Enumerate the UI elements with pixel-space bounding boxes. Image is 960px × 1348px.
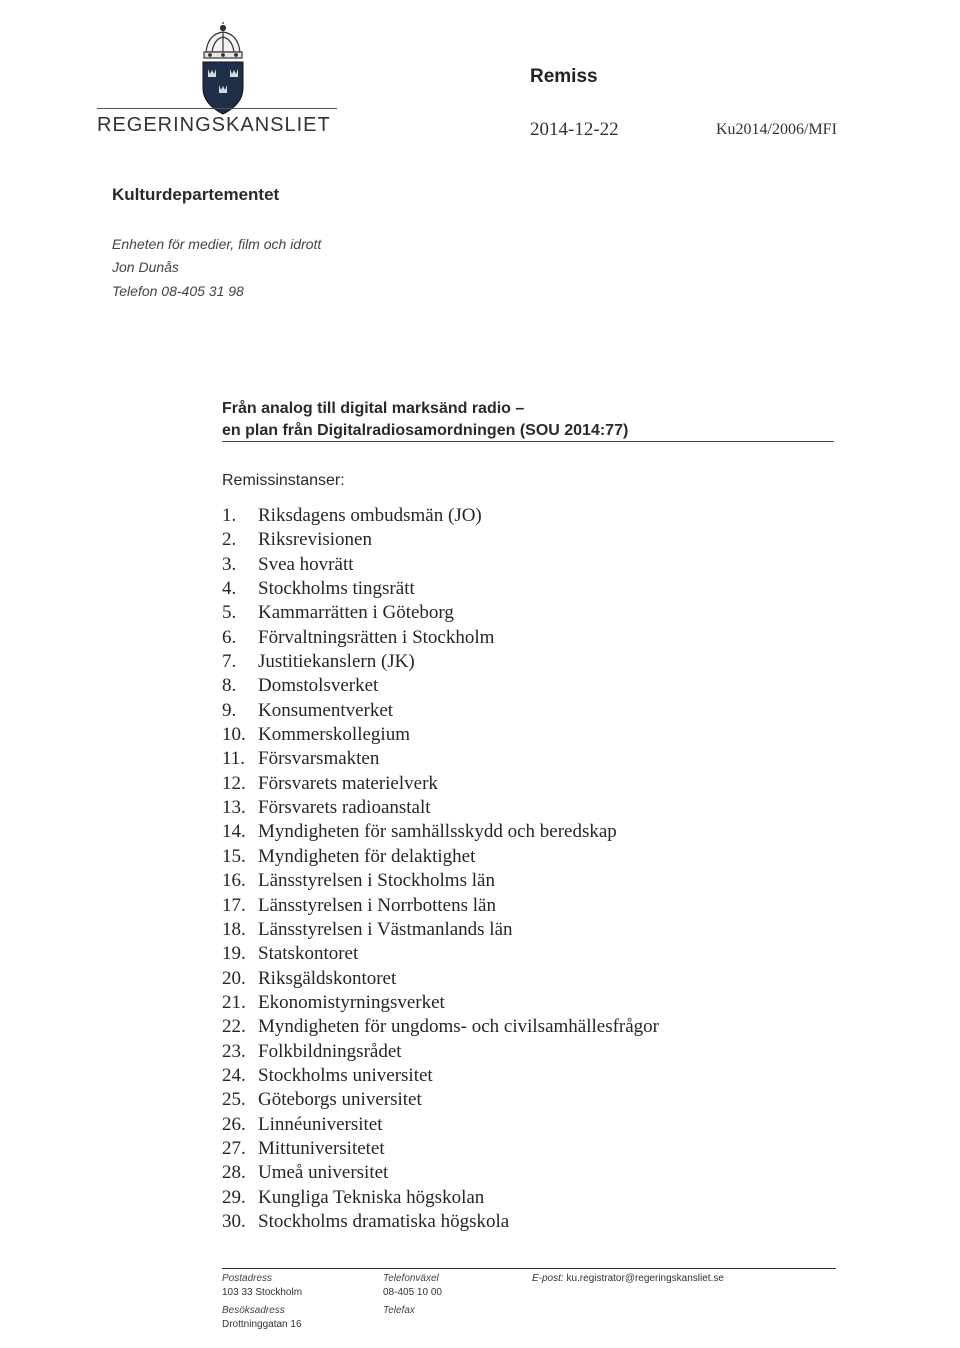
recipient-number: 15. [222, 845, 246, 867]
recipient-name: Riksdagens ombudsmän (JO) [258, 505, 482, 526]
recipient-item [222, 820, 659, 844]
subject-line-2: en plan från Digitalradiosamordningen (SOU 2014:77) [222, 422, 629, 439]
postadress-value: 103 33 Stockholm [222, 1287, 303, 1298]
recipients-list [222, 504, 659, 1234]
recipient-number: 4. [222, 578, 237, 600]
recipient-item [222, 674, 659, 698]
recipient-number: 30. [222, 1210, 246, 1232]
recipient-item [222, 1015, 659, 1039]
telefonvaxel-value: 08-405 10 00 [383, 1287, 442, 1298]
recipient-number: 7. [222, 651, 237, 673]
recipient-number: 10. [222, 724, 246, 746]
telefax-label: Telefax [383, 1305, 415, 1316]
recipient-name: Försvarets materielverk [258, 772, 438, 794]
recipient-number: 11. [222, 748, 246, 770]
subject-rule [222, 441, 834, 442]
recipient-name: Justitiekanslern (JK) [258, 651, 415, 673]
recipient-item [222, 553, 659, 577]
subject-line-1: Från analog till digital marksänd radio – [222, 400, 525, 417]
recipient-item [222, 845, 659, 869]
organization-name: REGERINGSKANSLIET [97, 114, 331, 136]
recipient-name: Riksgäldskontoret [258, 967, 397, 989]
recipient-item [222, 894, 659, 918]
recipient-number: 16. [222, 870, 246, 892]
recipient-item [222, 772, 659, 796]
recipient-number: 28. [222, 1162, 246, 1184]
recipient-name: Folkbildningsrådet [258, 1040, 402, 1062]
recipient-name: Stockholms dramatiska högskola [258, 1210, 510, 1232]
document-date: 2014-12-22 [530, 119, 619, 140]
recipient-number: 3. [222, 553, 237, 575]
recipient-number: 26. [222, 1113, 246, 1135]
recipient-name: Myndigheten för ungdoms- och civilsamhällesfrågor [258, 1016, 660, 1038]
recipient-item [222, 918, 659, 942]
recipient-item [222, 796, 659, 820]
recipient-number: 12. [222, 772, 246, 794]
recipient-name: Förvaltningsrätten i Stockholm [258, 626, 495, 648]
recipient-number: 17. [222, 894, 246, 916]
recipient-name: Kammarrätten i Göteborg [258, 602, 454, 624]
recipient-item [222, 1161, 659, 1185]
recipient-item [222, 1040, 659, 1064]
crown-shield-icon [188, 22, 258, 120]
recipient-name: Kommerskollegium [258, 724, 410, 746]
besoksadress-label: Besöksadress [222, 1305, 285, 1316]
recipient-item [222, 869, 659, 893]
recipient-item [222, 626, 659, 650]
recipient-number: 24. [222, 1064, 246, 1086]
recipient-item [222, 991, 659, 1015]
recipient-number: 27. [222, 1137, 246, 1159]
recipient-name: Riksrevisionen [258, 529, 372, 551]
recipient-name: Linnéuniversitet [258, 1113, 383, 1135]
recipient-number: 22. [222, 1016, 246, 1038]
recipient-number: 14. [222, 821, 246, 843]
recipient-number: 13. [222, 797, 246, 819]
recipient-number: 18. [222, 918, 246, 940]
recipient-item [222, 1186, 659, 1210]
recipient-name: Mittuniversitetet [258, 1137, 385, 1159]
department-name: Kulturdepartementet [112, 185, 280, 204]
recipient-item [222, 601, 659, 625]
besoksadress-value: Drottninggatan 16 [222, 1319, 302, 1330]
document-type: Remiss [530, 66, 598, 87]
sender-person: Jon Dunås [112, 259, 179, 275]
recipient-item [222, 1113, 659, 1137]
recipient-item [222, 528, 659, 552]
sender-phone: Telefon 08-405 31 98 [112, 283, 244, 299]
recipient-item [222, 1088, 659, 1112]
recipient-item [222, 699, 659, 723]
recipient-number: 8. [222, 675, 237, 697]
recipient-number: 23. [222, 1040, 246, 1062]
recipient-item [222, 967, 659, 991]
recipient-name: Kungliga Tekniska högskolan [258, 1186, 485, 1208]
recipient-item [222, 747, 659, 771]
recipient-number: 5. [222, 602, 237, 624]
recipient-name: Myndigheten för samhällsskydd och beredskap [258, 821, 617, 843]
recipient-number: 9. [222, 699, 237, 721]
recipient-number: 25. [222, 1089, 246, 1111]
recipient-number: 2. [222, 529, 237, 551]
epost-label: E-post: [532, 1273, 564, 1284]
recipient-number: 20. [222, 967, 246, 989]
recipient-name: Statskontoret [258, 943, 359, 965]
recipient-item [222, 723, 659, 747]
recipient-number: 1. [222, 505, 237, 526]
recipient-name: Länsstyrelsen i Norrbottens län [258, 894, 496, 916]
document-reference: Ku2014/2006/MFI [716, 121, 837, 138]
sender-unit: Enheten för medier, film och idrott [112, 236, 322, 252]
recipient-name: Svea hovrätt [258, 553, 354, 575]
recipient-item [222, 1137, 659, 1161]
recipient-name: Domstolsverket [258, 675, 379, 697]
recipient-name: Länsstyrelsen i Stockholms län [258, 870, 495, 892]
recipient-name: Stockholms universitet [258, 1064, 433, 1086]
recipients-heading: Remissinstanser: [222, 472, 345, 489]
telefonvaxel-label: Telefonväxel [383, 1273, 439, 1284]
recipient-item [222, 650, 659, 674]
footer-rule [222, 1268, 836, 1269]
recipient-name: Ekonomistyrningsverket [258, 991, 445, 1013]
recipient-name: Försvarsmakten [258, 748, 380, 770]
recipient-item [222, 504, 659, 528]
recipient-item [222, 1210, 659, 1234]
recipient-name: Konsumentverket [258, 699, 394, 721]
recipient-number: 19. [222, 943, 246, 965]
recipient-name: Länsstyrelsen i Västmanlands län [258, 918, 513, 940]
recipient-number: 29. [222, 1186, 246, 1208]
epost-address[interactable]: ku.registrator@regeringskansliet.se [566, 1273, 724, 1284]
coat-of-arms-logo [188, 22, 258, 120]
recipient-item [222, 577, 659, 601]
recipient-name: Umeå universitet [258, 1162, 389, 1184]
recipient-item [222, 1064, 659, 1088]
recipient-name: Göteborgs universitet [258, 1089, 422, 1111]
epost [532, 1273, 724, 1284]
recipient-name: Försvarets radioanstalt [258, 797, 431, 819]
recipient-name: Stockholms tingsrätt [258, 578, 415, 600]
recipient-item [222, 942, 659, 966]
recipient-name: Myndigheten för delaktighet [258, 845, 476, 867]
header-rule [97, 108, 337, 109]
recipient-number: 6. [222, 626, 237, 648]
postadress-label: Postadress [222, 1273, 273, 1284]
recipient-number: 21. [222, 991, 246, 1013]
